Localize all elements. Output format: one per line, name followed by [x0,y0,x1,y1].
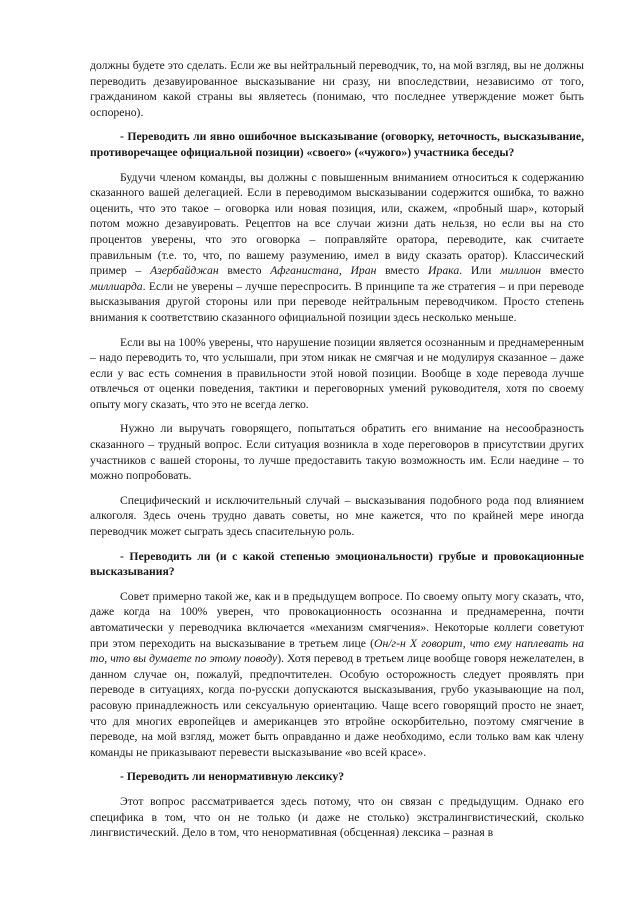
text-run: Если вы на 100% уверены, что нарушение позиции является осознанным и преднамеренным – надо переводить то, что услышали, при этом никак не смягчая и не модулируя сказанное – даже если у вас есть сомнения в правильности этой новой позиции. Вообще в ходе перевода лучше отвлечься от оценки поведения, тактики и переговорных умений руководителя, хотя по своему опыту могу сказать, что это не всегда легко. [90,335,584,411]
italic-text: Афганистана, Иран [270,264,377,278]
text-run: ). Хотя перевод в третьем лице вообще говоря нежелателен, в данном случае он, пожалуй, предпочтителен. Особую осторожность следует проявлять при переводе в ситуациях, когда по-русски допускаются высказывания, грубо указывающие на пол, расовую принадлежность или сексуальную ориентацию. Чаще всего говорящий просто не знает, что для многих европейцев и американцев это втройне оскорбительно, поэтому смягчение в переводе, на мой взгляд, может быть оправданно и даже необходимо, если только вам как члену команды не приказывают перевести высказывание «во всей красе». [90,652,584,759]
text-run: вместо [376,264,429,278]
text-run: Будучи членом команды, вы должны с повышенным вниманием относиться к содержанию сказанного вашей делегацией. Если в переводимом высказывании содержится ошибка, то важно оценить, что это такое – оговорка или новая позиция, или, скажем, «пробный шар», который потом можно дезавуировать. Рецептов на все случаи жизни дать нельзя, но если вы на сто процентов уверены, что это оговорка – поправляйте оратора, переводите, как считаете правильным (т.е. то, что, по вашему разумению, имел в виду сказать оратор). Классический пример – [90,170,584,278]
italic-text: Он/г-н Х говорит, что ему наплевать на то, что вы думаете по этому поводу [90,636,584,666]
text-run: - Переводить ли ненормативную лексику? [120,770,345,784]
text-run: Этот вопрос рассматривается здесь потому, что он связан с предыдущим. Однако его специфика в том, что он не только (и даже не столько) экстралингвистический, сколько лингвистический. Дело в том, что ненормативная (обсценная) лексика – разная в [90,794,584,840]
body-paragraph [90,170,584,326]
text-run: . Или [459,264,501,278]
italic-text: Азербайджан [150,264,219,278]
text-run: . Если не уверены – лучше переспросить. В принципе та же стратегия – и при переводе высказывания другой стороны или при переводе нейтральным переводчиком. Просто степень внимания к соответствию сказанного официальной позиции здесь несколько меньше. [90,279,584,324]
body-paragraph [90,794,584,841]
body-paragraph [90,58,584,120]
section-heading [90,549,584,580]
body-paragraph [90,335,584,413]
section-heading [90,129,584,160]
italic-text: миллион [500,264,542,278]
text-run: должны будете это сделать. Если же вы нейтральный переводчик, то, на мой взгляд, вы не должны переводить дезавуированное высказывание ни сразу, ни впоследствии, независимо от того, гражданином какой страны вы являетесь (понимаю, что последнее утверждение может быть оспорено). [90,59,584,119]
text-run: - Переводить ли явно ошибочное высказывание (оговорку, неточность, высказывание, противоречащее официальной позиции) «своего» («чужого») участника беседы? [90,130,584,159]
body-paragraph [90,493,584,540]
body-paragraph [90,589,584,761]
text-run: вместо [541,264,584,278]
text-run: Специфический и исключительный случай – высказывания подобного рода под влиянием алкоголя. Здесь очень трудно давать советы, но мне кажется, что по крайней мере иногда переводчик может сыграть здесь спасительную роль. [90,493,584,539]
text-run: - Переводить ли (и с какой степенью эмоциональности) грубые и провокационные высказывания? [90,549,584,579]
italic-text: миллиарда [90,279,143,293]
section-heading [90,769,584,785]
text-run: Совет примерно такой же, как и в предыдущем вопросе. По своему опыту могу сказать, что, даже когда на 100% уверен, что провокационность осознанна и преднамеренна, почти автоматически у переводчика включается «механизм смягчения». Некоторые коллеги советуют при этом переходить на высказывание в третьем лице ( [90,589,584,650]
italic-text: Ирака [428,264,460,278]
body-paragraph [90,421,584,483]
text-run: вместо [218,264,271,278]
text-run: Нужно ли выручать говорящего, попытаться обратить его внимание на несообразность сказанного – трудный вопрос. Если ситуация возникла в ходе переговоров в присутствии других участников с вашей стороны, то лучше предоставить такую возможность им. Если наедине – то можно попробовать. [90,422,584,483]
